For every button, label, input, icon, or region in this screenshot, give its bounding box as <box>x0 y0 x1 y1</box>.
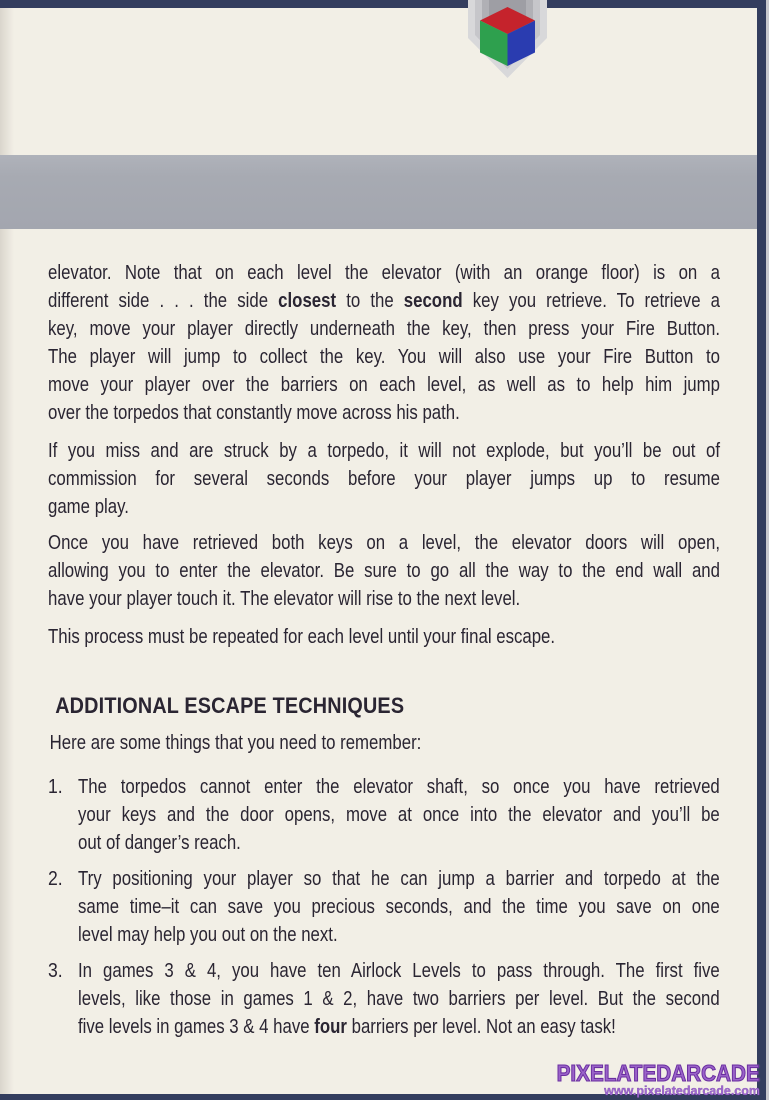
list-item-line: level may help you out on the next. <box>78 924 338 946</box>
paragraph-line: Once you have retrieved both keys on a level, the elevator doors will open, <box>48 532 720 554</box>
right-border <box>757 0 766 1100</box>
list-intro: Here are some things that you need to remember: <box>49 732 422 754</box>
list-item-line: your keys and the door opens, move at once into the elevator and you’ll be <box>78 804 720 826</box>
paragraph-line: different side . . . the side closest to the second key you retrieve. To retrieve a <box>48 290 720 312</box>
list-item-text <box>78 957 769 1041</box>
watermark <box>534 1062 760 1098</box>
paragraph-line: commission for several seconds before your player jumps up to resume <box>48 468 720 490</box>
paragraph-line: key, move your player directly underneath the key, then press your Fire Button. <box>48 318 720 340</box>
watermark-site-url: www.pixelatedarcade.com <box>604 1084 760 1098</box>
paragraph-line: have your player touch it. The elevator will rise to the next level. <box>48 588 521 610</box>
list-item-number: 1. <box>48 776 63 798</box>
body-paragraph <box>48 529 728 613</box>
watermark-site-name: PIXELATEDARCADE <box>556 1060 760 1086</box>
gray-divider-band <box>0 155 769 229</box>
paragraph-line: over the torpedos that constantly move across his path. <box>48 402 460 424</box>
list-item-text <box>78 865 769 949</box>
list-item-number: 3. <box>48 960 63 982</box>
body-paragraph <box>48 437 728 521</box>
list-item-line: same time–it can save you precious seconds, and the time you save on one <box>78 896 720 918</box>
rgb-cube-shield-logo-icon <box>454 0 561 85</box>
list-item-line: out of danger’s reach. <box>78 832 241 854</box>
list-item-line: levels, like those in games 1 & 2, have two barriers per level. But the second <box>78 988 720 1010</box>
page-body <box>48 259 728 1049</box>
list-item-text <box>78 773 769 857</box>
body-paragraph <box>48 623 728 651</box>
list-item <box>48 865 728 949</box>
list-item-line: Try positioning your player so that he can jump a barrier and torpedo at the <box>78 868 720 890</box>
list-item-line: In games 3 & 4, you have ten Airlock Levels to pass through. The first five <box>78 960 720 982</box>
top-border <box>0 0 769 8</box>
body-paragraph <box>48 259 728 427</box>
paragraph-line: move your player over the barriers on each level, as well as to help him jump <box>48 374 720 396</box>
paragraph-line: The player will jump to collect the key. You will also use your Fire Button to <box>48 346 720 368</box>
paragraph-line: allowing you to enter the elevator. Be sure to go all the way to the end wall and <box>48 560 720 582</box>
list-item <box>48 773 728 857</box>
section-heading: ADDITIONAL ESCAPE TECHNIQUES <box>55 693 405 718</box>
list-item-line: The torpedos cannot enter the elevator shaft, so once you have retrieved <box>78 776 720 798</box>
list-item-number: 2. <box>48 868 63 890</box>
paragraph-line: elevator. Note that on each level the elevator (with an orange floor) is on a <box>48 262 720 284</box>
paragraph-line: This process must be repeated for each level until your final escape. <box>48 626 556 648</box>
paragraph-line: If you miss and are struck by a torpedo, it will not explode, but you’ll be out of <box>48 440 720 462</box>
list-item <box>48 957 728 1041</box>
paragraph-line: game play. <box>48 496 129 518</box>
list-item-line: five levels in games 3 & 4 have four barriers per level. Not an easy task! <box>78 1016 616 1038</box>
